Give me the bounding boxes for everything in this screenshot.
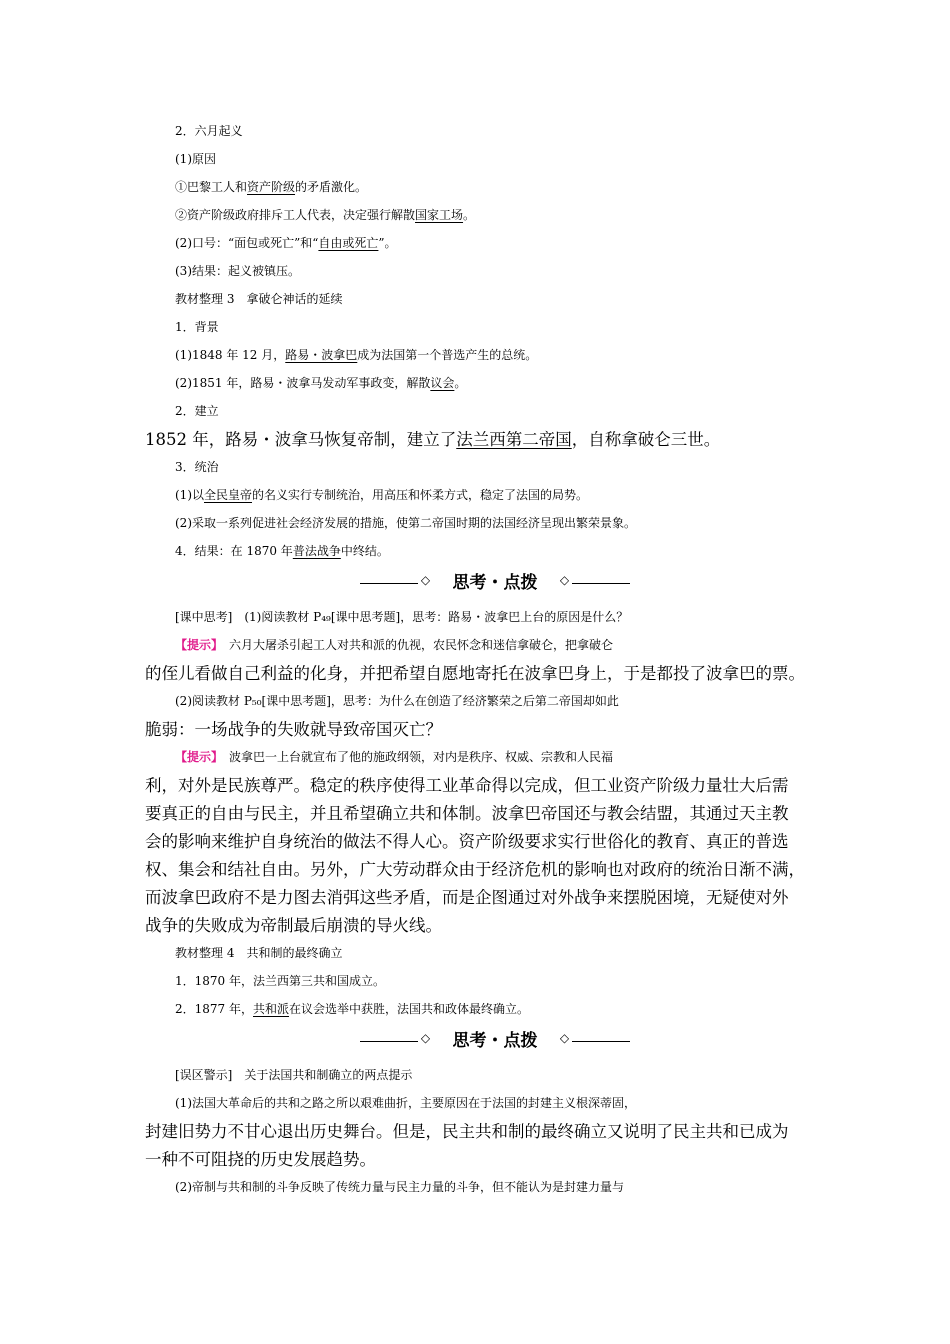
underlined-term: 路易・波拿巴 <box>285 348 358 362</box>
banner-rule-left <box>360 583 418 584</box>
text-line: (2)1851 年，路易・波拿马发动军事政变，解散议会。 <box>175 376 467 390</box>
text-line: (2)采取一系列促进社会经济发展的措施，使第二帝国时期的法国经济呈现出繁荣景象。 <box>175 516 637 530</box>
text-line: (1)法国大革命后的共和之路之所以艰难曲折，主要原因在于法国的封建主义根深蒂固， <box>175 1096 637 1110</box>
text-line: 封建旧势力不甘心退出历史舞台。但是，民主共和制的最终确立又说明了民主共和已成为 <box>145 1122 789 1141</box>
text-line: (2)口号：“面包或死亡”和“自由或死亡”。 <box>175 236 397 250</box>
hint-label: 【提示】 <box>175 750 218 764</box>
answer-line: 要真正的自由与民主，并且希望确立共和体制。波拿巴帝国还与教会结盟，其通过天主教 <box>145 804 789 823</box>
text-line: 1852 年，路易・波拿马恢复帝制，建立了法兰西第二帝国，自称拿破仑三世。 <box>145 430 721 449</box>
underlined-term: 法兰西第二帝国 <box>456 430 572 449</box>
answer-line: 【提示】 波拿巴一上台就宣布了他的施政纲领，对内是秩序、权威、宗教和人民福 <box>175 750 614 764</box>
underlined-term: 普法战争 <box>292 544 341 558</box>
material-title: 教材整理 4 共和制的最终确立 <box>175 946 343 960</box>
banner-title: 思考・点拨 <box>452 573 538 593</box>
subheading: 3．统治 <box>175 460 219 474</box>
text-line: 一种不可阻挠的历史发展趋势。 <box>145 1150 376 1169</box>
text-line: (3)结果：起义被镇压。 <box>175 264 300 278</box>
hint-label: 【提示】 <box>175 638 218 652</box>
text-line: 1．1870 年，法兰西第三共和国成立。 <box>175 974 385 988</box>
material-title: 教材整理 3 拿破仑神话的延续 <box>175 292 343 306</box>
section-banner <box>360 569 630 597</box>
question-line: [课中思考] (1)阅读教材 P₄₉[课中思考题]，思考：路易・波拿巴上台的原因是什么？ <box>175 610 629 624</box>
answer-line: 权、集会和结社自由。另外，广大劳动群众由于经济危机的影响也对政府的统治日渐不满， <box>145 860 805 879</box>
section-banner <box>360 1027 630 1055</box>
underlined-term: 共和派 <box>253 1002 290 1016</box>
diamond-icon: ◇ <box>420 1031 431 1045</box>
subheading: 1．背景 <box>175 320 219 334</box>
diamond-icon: ◇ <box>420 573 431 587</box>
underlined-term: 自由或死亡 <box>318 236 379 250</box>
warning-title: [误区警示] 关于法国共和制确立的两点提示 <box>175 1068 413 1082</box>
underlined-term: 全民皇帝 <box>204 488 253 502</box>
diamond-icon: ◇ <box>559 573 570 587</box>
diamond-icon: ◇ <box>559 1031 570 1045</box>
text-line: (1)以全民皇帝的名义实行专制统治，用高压和怀柔方式，稳定了法国的局势。 <box>175 488 589 502</box>
answer-line: 的侄儿看做自己利益的化身，并把希望自愿地寄托在波拿巴身上，于是都投了波拿巴的票。 <box>145 664 805 683</box>
subheading: 2．建立 <box>175 404 219 418</box>
question-line: (2)阅读教材 P₅₀[课中思考题]，思考：为什么在创造了经济繁荣之后第二帝国却如此 <box>175 694 619 708</box>
text-line: ①巴黎工人和资产阶级的矛盾激化。 <box>175 180 368 194</box>
banner-rule-right <box>572 1041 630 1042</box>
answer-line: 【提示】 六月大屠杀引起工人对共和派的仇视，农民怀念和迷信拿破仑，把拿破仑 <box>175 638 614 652</box>
section-heading: 2．六月起义 <box>175 124 243 138</box>
banner-rule-left <box>360 1041 418 1042</box>
banner-rule-right <box>572 583 630 584</box>
text-line: 4．结果：在 1870 年普法战争中终结。 <box>175 544 389 558</box>
text-line: (1)1848 年 12 月，路易・波拿巴成为法国第一个普选产生的总统。 <box>175 348 538 362</box>
answer-line: 而波拿巴政府不是力图去消弭这些矛盾，而是企图通过对外战争来摆脱困境，无疑使对外 <box>145 888 789 907</box>
text-line: (2)帝制与共和制的斗争反映了传统力量与民主力量的斗争，但不能认为是封建力量与 <box>175 1180 625 1194</box>
underlined-term: 资产阶级 <box>247 180 296 194</box>
underlined-term: 国家工场 <box>415 208 464 222</box>
answer-line: 会的影响来维护自身统治的做法不得人心。资产阶级要求实行世俗化的教育、真正的普选 <box>145 832 789 851</box>
text-line: ②资产阶级政府排斥工人代表，决定强行解散国家工场。 <box>175 208 476 222</box>
text-line: 2．1877 年，共和派在议会选举中获胜，法国共和政体最终确立。 <box>175 1002 530 1016</box>
answer-line: 利，对外是民族尊严。稳定的秩序使得工业革命得以完成，但工业资产阶级力量壮大后需 <box>145 776 789 795</box>
answer-line: 战争的失败成为帝制最后崩溃的导火线。 <box>145 916 442 935</box>
underlined-term: 议会 <box>430 376 455 390</box>
banner-title: 思考・点拨 <box>452 1031 538 1051</box>
subheading: (1)原因 <box>175 152 216 166</box>
question-line: 脆弱：一场战争的失败就导致帝国灭亡？ <box>145 720 442 739</box>
